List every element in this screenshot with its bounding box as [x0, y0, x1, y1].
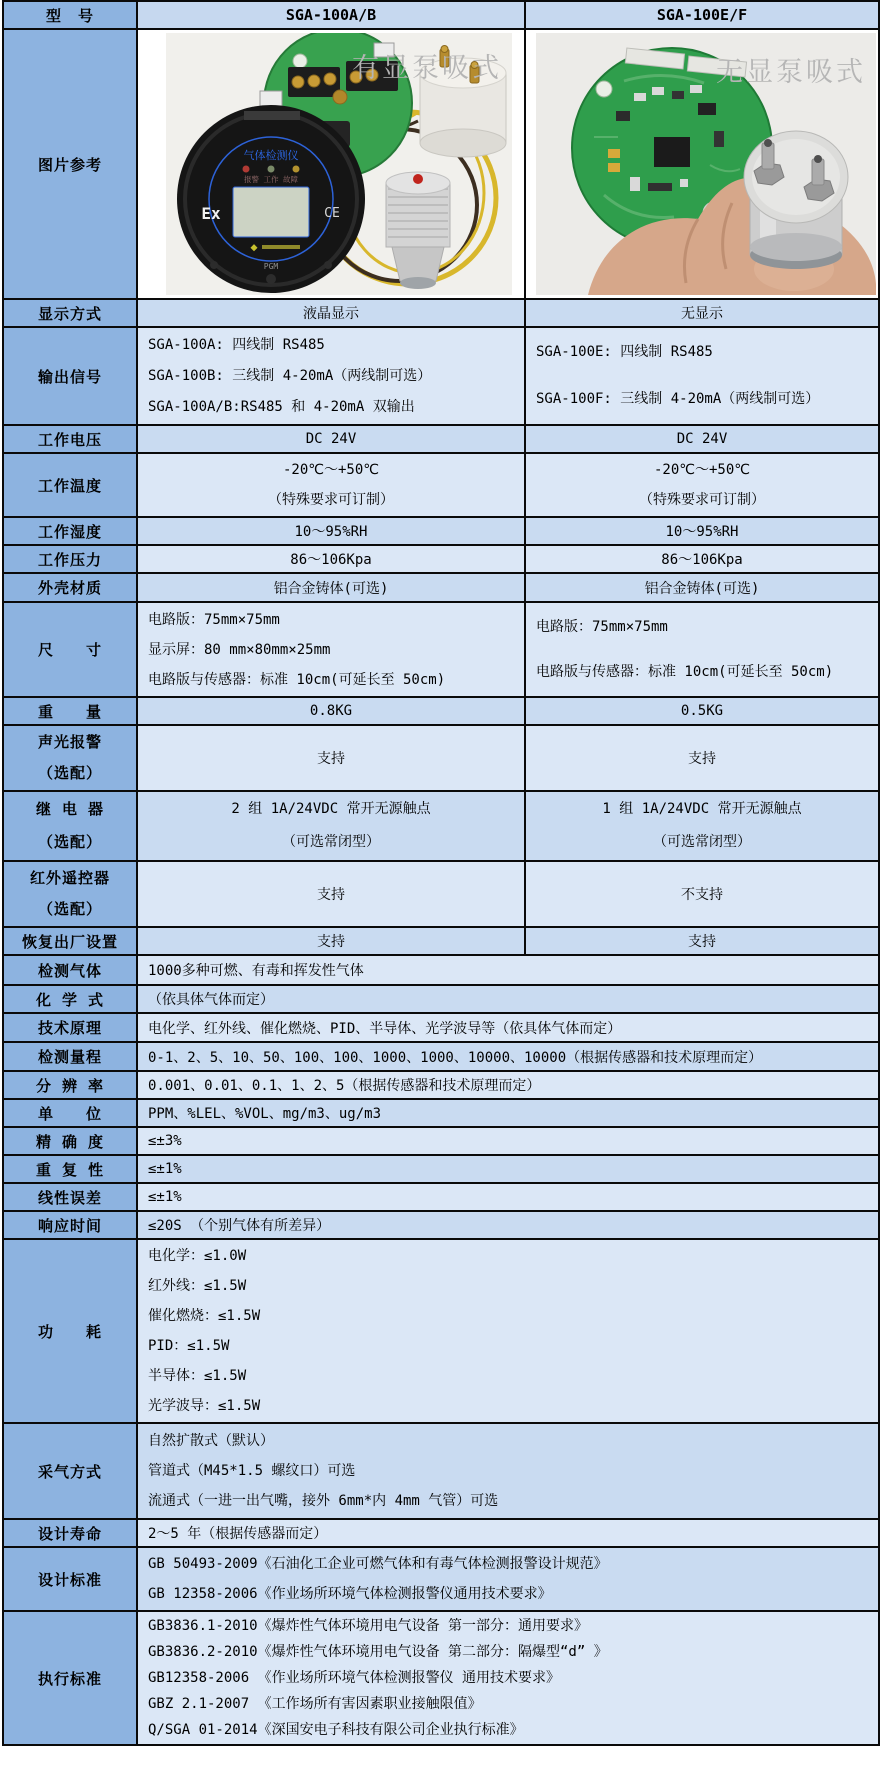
row-label: 显示方式: [3, 299, 137, 327]
spec-cell: ≤20S （个别气体有所差异）: [137, 1211, 879, 1239]
spec-row-9: [3, 725, 879, 791]
spec-cell: ≤±1%: [137, 1183, 879, 1211]
row-label: 继 电 器 （选配）: [3, 791, 137, 861]
spec-row-2: [3, 425, 879, 453]
spec-row-8: [3, 697, 879, 725]
spec-cell: 不支持: [525, 861, 879, 927]
watermark-right: 无显泵吸式: [716, 57, 866, 88]
spec-row-0: [3, 299, 879, 327]
spec-cell: 电化学：≤1.0W 红外线：≤1.5W 催化燃烧：≤1.5W PID：≤1.5W 半导体：≤1.5W 光学波导：≤1.5W: [137, 1239, 879, 1423]
spec-cell: 1000多种可燃、有毒和挥发性气体: [137, 955, 879, 985]
spec-row-20: [3, 1155, 879, 1183]
ex-mark: Ex: [201, 204, 221, 223]
pgm-button-label: PGM: [263, 262, 279, 271]
watermark-left: 有显泵吸式: [352, 53, 502, 84]
spec-cell: 10～95%RH: [525, 517, 879, 545]
ce-mark: CE: [324, 206, 340, 221]
spec-cell: ≤±1%: [137, 1155, 879, 1183]
spec-cell: DC 24V: [525, 425, 879, 453]
row-label: 线性误差: [3, 1183, 137, 1211]
spec-cell: 0.8KG: [137, 697, 525, 725]
row-label: 检测量程: [3, 1042, 137, 1071]
spec-cell: 2～5 年（根据传感器而定）: [137, 1519, 879, 1547]
spec-cell: -20℃～+50℃ （特殊要求可订制）: [525, 453, 879, 517]
detector-illustration: [177, 105, 365, 293]
spec-cell: 10～95%RH: [137, 517, 525, 545]
spec-cell: GB 50493-2009《石油化工企业可燃气体和有毒气体检测报警设计规范》 GB 12358-2006《作业场所环境气体检测报警仪通用技术要求》: [137, 1547, 879, 1611]
spec-row-23: [3, 1239, 879, 1423]
product-photo-sga-100ef: [536, 33, 874, 295]
spec-table: [2, 0, 880, 1746]
spec-row-1: [3, 327, 879, 425]
model-name-ef: SGA-100E/F: [525, 1, 879, 29]
spec-cell: 0.5KG: [525, 697, 879, 725]
row-label: 响应时间: [3, 1211, 137, 1239]
spec-cell: SGA-100E: 四线制 RS485 SGA-100F: 三线制 4-20mA（两线制可选）: [525, 327, 879, 425]
spec-row-15: [3, 1013, 879, 1042]
spec-row-27: [3, 1611, 879, 1745]
spec-cell: 自然扩散式（默认） 管道式（M45*1.5 螺纹口）可选 流通式（一进一出气嘴，接外 6mm*内 4mm 气管）可选: [137, 1423, 879, 1519]
spec-cell: 电化学、红外线、催化燃烧、PID、半导体、光学波导等（依具体气体而定）: [137, 1013, 879, 1042]
row-label: 输出信号: [3, 327, 137, 425]
device-title: 气体检测仪: [243, 149, 299, 162]
header-label: 型 号: [3, 1, 137, 29]
row-label: 红外遥控器 （选配）: [3, 861, 137, 927]
spec-rows: [3, 1, 879, 1745]
row-label: 重 量: [3, 697, 137, 725]
model-name-ab: SGA-100A/B: [137, 1, 525, 29]
spec-row-24: [3, 1423, 879, 1519]
header-row: [3, 1, 879, 29]
spec-row-3: [3, 453, 879, 517]
spec-row-26: [3, 1547, 879, 1611]
red-dot: [413, 174, 423, 184]
spec-row-5: [3, 545, 879, 573]
spec-row-19: [3, 1127, 879, 1155]
spec-cell: 86～106Kpa: [137, 545, 525, 573]
photo-row: [3, 29, 879, 299]
spec-row-25: [3, 1519, 879, 1547]
row-label: 工作压力: [3, 545, 137, 573]
spec-cell: 86～106Kpa: [525, 545, 879, 573]
spec-cell: 液晶显示: [137, 299, 525, 327]
row-label: 分 辨 率: [3, 1071, 137, 1099]
spec-cell: GB3836.1-2010《爆炸性气体环境用电气设备 第一部分：通用要求》 GB3836.2-2010《爆炸性气体环境用电气设备 第二部分：隔爆型“d” 》 GB12358-2006 《作业场所环境气体检测报警仪 通用技术要求》 GBZ 2.1-2007 《工作场所有害因素职业接触限值》 Q/SGA 01-2014《深国安电子科技有限公司企业执行标准》: [137, 1611, 879, 1745]
row-label: 技术原理: [3, 1013, 137, 1042]
row-label: 重 复 性: [3, 1155, 137, 1183]
row-label: 尺 寸: [3, 602, 137, 697]
photo-cell-ef: [525, 29, 879, 299]
spec-cell: 支持: [137, 927, 525, 955]
spec-cell: -20℃～+50℃ （特殊要求可订制）: [137, 453, 525, 517]
spec-cell: ≤±3%: [137, 1127, 879, 1155]
photo-cell-ab: [137, 29, 525, 299]
spec-cell: 支持: [525, 725, 879, 791]
product-photo-sga-100ab: [166, 33, 514, 295]
row-label: 设计寿命: [3, 1519, 137, 1547]
spec-cell: DC 24V: [137, 425, 525, 453]
row-label: 采气方式: [3, 1423, 137, 1519]
white-connector: [260, 91, 282, 106]
main-ic-chip: [654, 137, 690, 167]
spec-cell: 支持: [137, 725, 525, 791]
spec-row-12: [3, 927, 879, 955]
row-label: 工作电压: [3, 425, 137, 453]
spec-row-21: [3, 1183, 879, 1211]
spec-row-13: [3, 955, 879, 985]
spec-cell: 1 组 1A/24VDC 常开无源触点 （可选常闭型）: [525, 791, 879, 861]
row-label: 单 位: [3, 1099, 137, 1127]
spec-row-14: [3, 985, 879, 1013]
spec-row-16: [3, 1042, 879, 1071]
row-label: 恢复出厂设置: [3, 927, 137, 955]
photo-ef-illustration: [536, 33, 876, 295]
row-label: 精 确 度: [3, 1127, 137, 1155]
row-label: 声光报警 （选配）: [3, 725, 137, 791]
spec-cell: 0.001、0.01、0.1、1、2、5（根据传感器和技术原理而定）: [137, 1071, 879, 1099]
spec-cell: 0-1、2、5、10、50、100、100、1000、1000、10000、10000（根据传感器和技术原理而定）: [137, 1042, 879, 1071]
spec-cell: 支持: [137, 861, 525, 927]
photo-row-label: 图片参考: [3, 29, 137, 299]
row-label: 功 耗: [3, 1239, 137, 1423]
spec-cell: 无显示: [525, 299, 879, 327]
spec-row-4: [3, 517, 879, 545]
spec-cell: 支持: [525, 927, 879, 955]
spec-cell: 铝合金铸体(可选): [525, 573, 879, 602]
row-label: 执行标准: [3, 1611, 137, 1745]
spec-cell: （依具体气体而定）: [137, 985, 879, 1013]
row-label: 工作湿度: [3, 517, 137, 545]
row-label: 检测气体: [3, 955, 137, 985]
spec-cell: 2 组 1A/24VDC 常开无源触点 （可选常闭型）: [137, 791, 525, 861]
spec-cell: SGA-100A: 四线制 RS485 SGA-100B: 三线制 4-20mA（两线制可选） SGA-100A/B:RS485 和 4-20mA 双输出: [137, 327, 525, 425]
spec-cell: 电路版：75mm×75mm 电路版与传感器：标准 10cm(可延长至 50cm): [525, 602, 879, 697]
spec-cell: 电路版：75mm×75mm 显示屏：80 mm×80mm×25mm 电路版与传感器：标准 10cm(可延长至 50cm): [137, 602, 525, 697]
spec-row-18: [3, 1099, 879, 1127]
led-labels: 报警 工作 故障: [243, 175, 299, 184]
silver-sensor-illustration: [744, 131, 848, 269]
spec-row-22: [3, 1211, 879, 1239]
spec-row-10: [3, 791, 879, 861]
row-label: 化 学 式: [3, 985, 137, 1013]
spec-cell: PPM、%LEL、%VOL、mg/m3、ug/m3: [137, 1099, 879, 1127]
row-label: 设计标准: [3, 1547, 137, 1611]
spec-row-17: [3, 1071, 879, 1099]
row-label: 外壳材质: [3, 573, 137, 602]
spec-row-11: [3, 861, 879, 927]
spec-row-6: [3, 573, 879, 602]
spec-row-7: [3, 602, 879, 697]
lcd-screen: [233, 187, 309, 237]
row-label: 工作温度: [3, 453, 137, 517]
spec-cell: 铝合金铸体(可选): [137, 573, 525, 602]
photo-ab-illustration: [166, 33, 512, 295]
